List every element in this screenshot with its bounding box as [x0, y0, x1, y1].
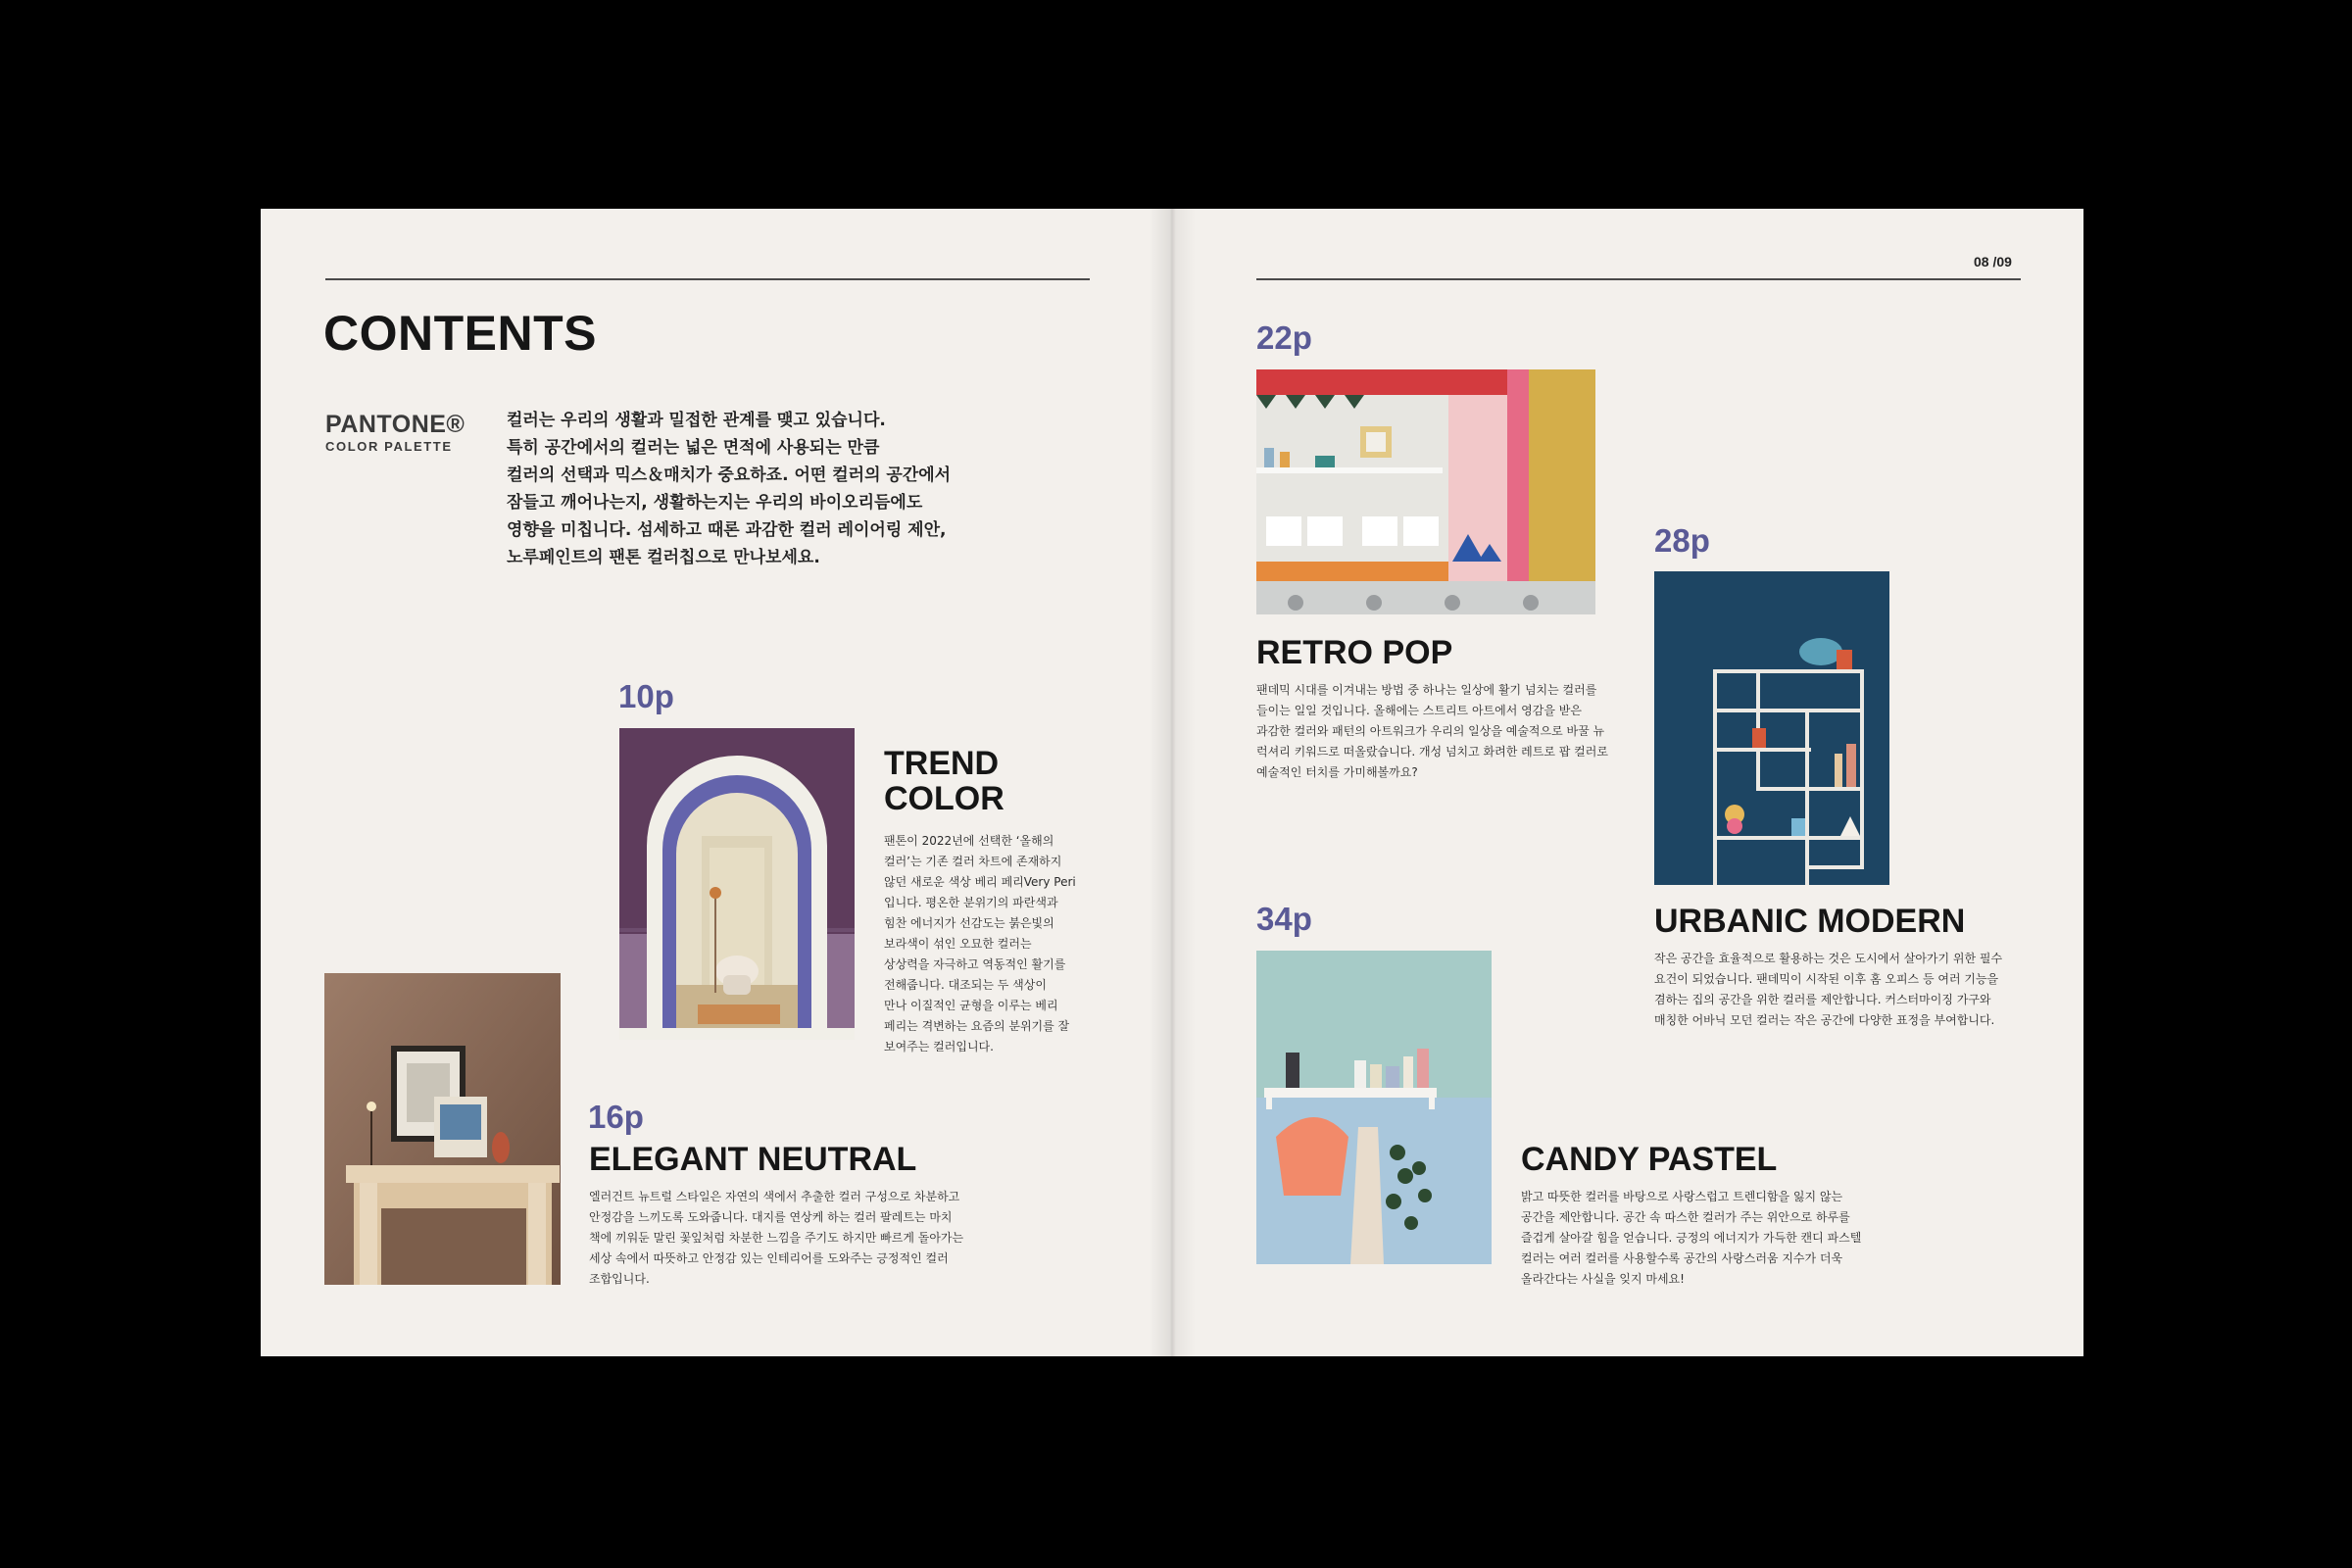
desc-line: 매칭한 어바닉 모던 컬러는 작은 공간에 다양한 표정을 부여합니다. [1654, 1013, 1995, 1027]
elegant-neutral-page-number: 16p [588, 1099, 644, 1135]
retro-pop-title: RETRO POP [1256, 634, 1453, 671]
intro-line: 노루페인트의 팬톤 컬러칩으로 만나보세요. [507, 548, 820, 567]
page-title: CONTENTS [323, 306, 597, 361]
desc-line: 컬러’는 기존 컬러 차트에 존재하지 [884, 855, 1062, 868]
desc-line: 안정감을 느끼도록 도와줍니다. 대지를 연상케 하는 컬러 팔레트는 마치 [589, 1210, 953, 1224]
desc-line: 조합입니다. [589, 1272, 650, 1286]
desc-line: 팬데믹 시대를 이겨내는 방법 중 하나는 일상에 활기 넘치는 컬러를 [1256, 683, 1597, 697]
candy-pastel-photo [1256, 951, 1492, 1264]
desc-line: 들이는 일일 것입니다. 올해에는 스트리트 아트에서 영감을 받은 [1256, 704, 1582, 717]
top-rule [1256, 278, 2021, 280]
desc-line: 컬러는 여러 컬러를 사용할수록 공간의 사랑스러움 지수가 더욱 [1521, 1251, 1843, 1265]
desc-line: 힘찬 에너지가 선감도는 붉은빛의 [884, 916, 1054, 930]
desc-line: 보라색이 섞인 오묘한 컬러는 [884, 937, 1032, 951]
desc-line: 공간을 제안합니다. 공간 속 따스한 컬러가 주는 위안으로 하루를 [1521, 1210, 1850, 1224]
intro-line: 컬러는 우리의 생활과 밀접한 관계를 맺고 있습니다. [507, 411, 886, 430]
desc-line: 세상 속에서 따뜻하고 안정감 있는 인테리어를 도와주는 긍정적인 컬러 [589, 1251, 949, 1265]
trend-color-title [884, 746, 1004, 816]
urbanic-modern-title: URBANIC MODERN [1654, 903, 1966, 940]
desc-line: 올라간다는 사실을 잊지 마세요! [1521, 1272, 1685, 1286]
desc-line: 상상력을 자극하고 역동적인 활기를 [884, 957, 1066, 971]
elegant-neutral-title: ELEGANT NEUTRAL [589, 1141, 917, 1178]
elegant-neutral-description [589, 1187, 963, 1290]
desc-line: 만나 이질적인 균형을 이루는 베리 [884, 999, 1058, 1012]
desc-line: 책에 끼워둔 말린 꽃잎처럼 차분한 느낌을 주기도 하지만 빠르게 돌아가는 [589, 1231, 964, 1245]
intro-paragraph [507, 407, 951, 571]
trend-color-title-line: TREND [884, 745, 1000, 782]
desc-line: 럭셔리 키워드로 떠올랐습니다. 개성 넘치고 화려한 레트로 팝 컬러로 [1256, 745, 1608, 759]
pantone-brand-subtitle: COLOR PALETTE [325, 439, 453, 454]
desc-line: 밝고 따뜻한 컬러를 바탕으로 사랑스럽고 트렌디함을 잃지 않는 [1521, 1190, 1843, 1203]
desc-line: 보여주는 컬러입니다. [884, 1040, 994, 1054]
trend-color-description [884, 831, 1076, 1057]
trend-color-title-line: COLOR [884, 780, 1004, 817]
desc-line: 엘러건트 뉴트럴 스타일은 자연의 색에서 추출한 컬러 구성으로 차분하고 [589, 1190, 960, 1203]
intro-line: 잠들고 깨어나는지, 생활하는지는 우리의 바이오리듬에도 [507, 493, 923, 513]
page-number: 08 /09 [1974, 254, 2012, 270]
desc-line: 과감한 컬러와 패턴의 아트워크가 우리의 일상을 예술적으로 바꿀 뉴 [1256, 724, 1605, 738]
urbanic-modern-photo [1654, 571, 1889, 885]
desc-line: 예술적인 터치를 가미해볼까요? [1256, 765, 1418, 779]
desc-line: 팬톤이 2022년에 선택한 ‘올해의 [884, 834, 1054, 848]
intro-line: 특히 공간에서의 컬러는 넓은 면적에 사용되는 만큼 [507, 438, 880, 458]
trend-color-photo [619, 728, 855, 1040]
desc-line: 요건이 되었습니다. 팬데믹이 시작된 이후 홈 오피스 등 여러 기능을 [1654, 972, 1999, 986]
desc-line: 전해줍니다. 대조되는 두 색상이 [884, 978, 1047, 992]
urbanic-modern-description [1654, 949, 2002, 1031]
intro-line: 영향을 미칩니다. 섬세하고 때론 과감한 컬러 레이어링 제안, [507, 520, 947, 540]
desc-line: 페리는 격변하는 요즘의 분위기를 잘 [884, 1019, 1070, 1033]
pantone-brand-name: PANTONE® [325, 411, 466, 438]
desc-line: 즐겁게 살아갈 힘을 얻습니다. 긍정의 에너지가 가득한 캔디 파스텔 [1521, 1231, 1862, 1245]
desc-line: 입니다. 평온한 분위기의 파란색과 [884, 896, 1058, 909]
desc-line: 않던 새로운 색상 베리 페리Very Peri [884, 875, 1076, 889]
candy-pastel-page-number-label: 34p [1256, 901, 1312, 937]
magazine-spread [261, 209, 2083, 1356]
top-rule [325, 278, 1090, 280]
trend-color-page-number: 10p [618, 678, 674, 714]
pantone-logo [325, 411, 465, 454]
candy-pastel-description [1521, 1187, 1861, 1290]
candy-pastel-title: CANDY PASTEL [1521, 1141, 1778, 1178]
retro-pop-description [1256, 680, 1608, 783]
retro-pop-page-number: 22p [1256, 319, 1312, 356]
left-page [261, 209, 1172, 1356]
elegant-neutral-photo [324, 973, 561, 1285]
right-page [1172, 209, 2083, 1356]
desc-line: 겸하는 집의 공간을 위한 컬러를 제안합니다. 커스터마이징 가구와 [1654, 993, 1991, 1006]
desc-line: 작은 공간을 효율적으로 활용하는 것은 도시에서 살아가기 위한 필수 [1654, 952, 2003, 965]
retro-pop-photo [1256, 369, 1595, 614]
intro-line: 컬러의 선택과 믹스＆매치가 중요하죠. 어떤 컬러의 공간에서 [507, 466, 952, 485]
urbanic-modern-page-number: 28p [1654, 522, 1710, 559]
